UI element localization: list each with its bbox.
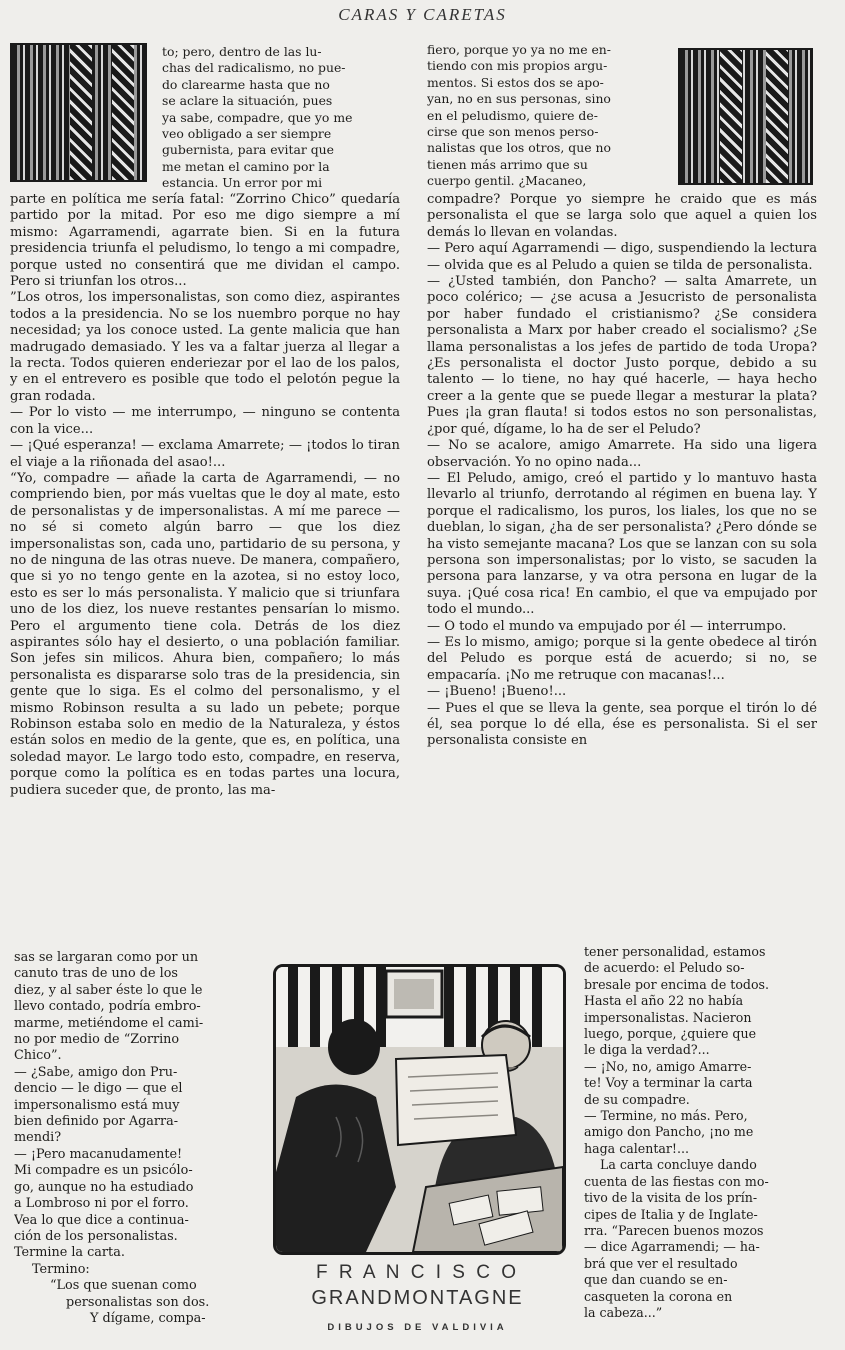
- decorative-pattern-left: [10, 43, 147, 182]
- column-1-wrap-line: no por medio de “Zorrino: [14, 1032, 180, 1048]
- column-2-wrap-line: rra. “Parecen buenos mozos: [584, 1222, 764, 1238]
- column-1-wrap-line: estancia. Un error por mi: [162, 175, 323, 191]
- paragraph: — No se acalore, amigo Amarrete. Ha sido una ligera observación. Yo no opino nada...: [427, 438, 817, 470]
- column-2-wrap-line: yan, no en sus personas, sino: [427, 91, 611, 107]
- author-first-name: F R A N C I S C O: [315, 1262, 520, 1283]
- column-2-bottom-wrap: [584, 944, 820, 1344]
- column-2-wrap-line: en el peludismo, quiere de-: [427, 107, 598, 123]
- illustration-credit: DIBUJOS DE VALDIVIA: [327, 1322, 508, 1333]
- column-2-wrap-line: la cabeza...”: [584, 1304, 663, 1320]
- column-2-wrap-line: — Termine, no más. Pero,: [584, 1108, 748, 1124]
- column-1-wrap-line: personalistas son dos.: [66, 1294, 210, 1310]
- column-1-wrap-line: do clarearme hasta que no: [162, 76, 330, 92]
- column-1-wrap-line: Termino:: [32, 1261, 90, 1277]
- column-1-wrap-line: dencio — le digo — que el: [14, 1081, 183, 1097]
- column-1-wrap-line: llevo contado, podría embro-: [14, 999, 201, 1015]
- column-1-wrap-line: ya sabe, compadre, que yo me: [162, 109, 353, 125]
- column-1-bottom-wrap: [14, 950, 262, 1345]
- column-1-wrap-line: — ¡Pero macanudamente!: [14, 1146, 183, 1162]
- column-2-wrap-line: de acuerdo: el Peludo so-: [584, 960, 745, 976]
- column-2-wrap-line: cipes de Italia y de Inglate-: [584, 1206, 758, 1222]
- column-2-wrap-line: le diga la verdad?...: [584, 1042, 710, 1058]
- paragraph: — Es lo mismo, amigo; porque si la gente obedece al tirón del Peludo es porque está de acuerdo; si no, se empacaría. ¡No me retruque con macanas!...: [427, 634, 817, 683]
- magazine-header: CARAS Y CARETAS: [338, 5, 507, 24]
- paragraph: — ¡Bueno! ¡Bueno!...: [427, 684, 567, 700]
- column-1-wrap-line: Mi compadre es un psicólo-: [14, 1163, 193, 1179]
- paragraph: — Pues el que se lleva la gente, sea porque el tirón lo dé él, sea porque lo dé ella, ése es personalista. Si el ser personalista consiste en: [427, 700, 817, 749]
- column-1-wrap-line: Termine la carta.: [14, 1245, 125, 1261]
- column-1-wrap-line: veo obligado a ser siempre: [162, 126, 332, 142]
- column-2-wrap-line: cirse que son menos perso-: [427, 124, 599, 140]
- paragraph: — ¡Qué esperanza! — exclama Amarrete; — ¡todos lo tiran el viaje a la riñonada del asao!...: [10, 438, 400, 470]
- column-2-wrap-line: tiendo con mis propios argu-: [427, 58, 608, 74]
- column-2-wrap-line: cuenta de las fiestas con mo-: [584, 1173, 769, 1189]
- column-2-wrap-line: luego, porque, ¿quiere que: [584, 1026, 757, 1042]
- column-1-wrap-line: me metan el camino por la: [162, 158, 330, 174]
- column-1-wrap-line: a Lombroso ni por el forro.: [14, 1196, 189, 1212]
- column-2-wrap-line: amigo don Pancho, ¡no me: [584, 1124, 754, 1140]
- column-2-wrap-line: mentos. Si estos dos se apo-: [427, 74, 604, 90]
- column-1-wrap-line: chas del radicalismo, no pue-: [162, 60, 346, 76]
- decorative-pattern-right: [678, 48, 813, 185]
- column-1-wrap-line: impersonalismo está muy: [14, 1097, 180, 1113]
- column-1-wrap-line: “Los que suenan como: [50, 1278, 197, 1294]
- paragraph: — Pero aquí Agarramendi — digo, suspendiendo la lectura — olvida que es al Peludo a quien se tilda de personalista.: [427, 241, 817, 273]
- column-1-wrap-line: bien definido por Agarra-: [14, 1114, 179, 1130]
- column-1-wrap-line: go, aunque no ha estudiado: [14, 1179, 194, 1195]
- column-1-body: [10, 192, 400, 948]
- column-2-wrap-line: impersonalistas. Nacieron: [584, 1009, 752, 1025]
- paragraph: “Yo, compadre — añade la carta de Agarramendi, — no compriendo bien, por más vueltas que le doy al mate, esto de personalistas y de impersonalistas. A mí me parece — no sé si cometo algún barro — que los diez impersonalistas son, cada uno, partidario de su persona, y no de ninguna de las otras nueve. De manera, compañero, que si yo no tengo gente en la azotea, si no estoy loco, esto es ser lo más personalista. Y malicio que si triunfara uno de los diez, los nueve restantes pensarían lo mismo. Pero el argumento tiene cola. Detrás de los diez aspirantes sólo hay el desierto, o una población familiar. Son jefes sin milicos. Ahura bien, compañero; lo más personalista es dispararse solo tras de la presidencia, sin gente que lo siga. Es el colmo del personalismo, y el mismo Robinson resulta a su lado un pebete; porque Robinson estaba solo en medio de la Naturaleza, y éstos están solos en medio de la gente, que es, en política, una soledad mayor. Le largo todo esto, compadre, en reserva, porque como la política es en todas partes una locura, pudiera suceder que, de pronto, las ma-: [10, 470, 400, 798]
- column-2-wrap-line: cuerpo gentil. ¿Macaneo,: [427, 173, 587, 189]
- column-1-wrap-line: marme, metiéndome el cami-: [14, 1015, 204, 1031]
- column-2-wrap-line: nalistas que los otros, que no: [427, 140, 611, 156]
- illustration: [273, 964, 566, 1255]
- column-1-wrap-line: Vea lo que dice a continua-: [14, 1212, 189, 1228]
- column-2-wrap-line: te! Voy a terminar la carta: [584, 1075, 753, 1091]
- column-2-wrap-line: casqueten la corona en: [584, 1288, 733, 1304]
- column-2-wrap-line: brá que ver el resultado: [584, 1255, 738, 1271]
- column-2-wrap-line: tivo de la visita de los prín-: [584, 1190, 758, 1206]
- paragraph: — Por lo visto — me interrumpo, — ninguno se contenta con la vice...: [10, 405, 400, 437]
- column-1-wrap-line: Chico”.: [14, 1048, 62, 1064]
- column-1-wrap-line: Y dígame, compa-: [90, 1310, 206, 1326]
- column-2-wrap-line: fiero, porque yo ya no me en-: [427, 42, 611, 57]
- paragraph: ”Los otros, los impersonalistas, son como diez, aspirantes todos a la presidencia. No se los nuembro porque no hay necesidad; ya los conoce usted. La gente malicia que han madrugado demasiado. Y les va a faltar juerza al llegar a la recta. Todos quieren enderiezar por el lao de los palos, y en el entrevero es posible que todo el pelotón pegue la gran rodada.: [10, 290, 400, 404]
- paragraph: compadre? Porque yo siempre he craido que es más personalista el que se larga solo que aquel a quien los demás lo llevan en volandas.: [427, 192, 817, 240]
- column-2-wrap-line: bresale por encima de todos.: [584, 976, 770, 992]
- paragraph: — ¿Usted también, don Pancho? — salta Amarrete, un poco colérico; — ¿se acusa a Jesucristo de personalista por haber fundado el cristianismo? ¿Se considera personalista a Marx por haber creado el socialismo? ¿Se llama personalistas a los jefes de partido de toda Uropa? ¿Es personalista el doctor Justo porque, debido a su talento — lo tiene, no hay qué hacerle, — haya hecho creer a la gente que se puede llegar a mesturar la plata? Pues ¡la gran flauta! si todos estos no son personalistas, ¿por qué, dígame, lo ha de ser el Peludo?: [427, 274, 817, 437]
- paragraph: — El Peludo, amigo, creó el partido y lo mantuvo hasta llevarlo al triunfo, derrotando al régimen en buena lay. Y porque el radicalismo, los puros, los liales, los que no se dueblan, lo sigan, ¿ha de ser personalista? ¿Pero dónde se ha visto semejante macana? Los que se lanzan con su sola persona son impersonalistas; por lo visto, se sacuden la persona para lanzarse, y va otra persona en lugar de la suya. ¡Qué cosa rica! En cambio, el que va empujado por todo el mundo...: [427, 470, 817, 618]
- paragraph: — O todo el mundo va empujado por él — interrumpo.: [427, 618, 787, 634]
- column-1-wrap-line: gubernista, para evitar que: [162, 142, 334, 158]
- column-2-wrap-line: — dice Agarramendi; — ha-: [584, 1239, 760, 1255]
- column-1-wrap-line: sas se largaran como por un: [14, 950, 199, 965]
- column-1-wrap-line: — ¿Sabe, amigo don Pru-: [14, 1064, 178, 1080]
- column-2-wrap-line: Hasta el año 22 no había: [584, 993, 744, 1009]
- column-1-wrap-line: ción de los personalistas.: [14, 1228, 178, 1244]
- column-2-wrap-line: que dan cuando se en-: [584, 1272, 728, 1288]
- column-1-wrap-line: canuto tras de uno de los: [14, 966, 179, 982]
- column-1-wrap-line: mendi?: [14, 1130, 62, 1146]
- column-2-top-wrap: [427, 42, 667, 192]
- author-last-name: GRANDMONTAGNE: [311, 1287, 524, 1309]
- column-2-wrap-line: de su compadre.: [584, 1091, 690, 1107]
- column-1-top-wrap: [162, 44, 398, 192]
- column-2-wrap-line: haga calentar!...: [584, 1140, 690, 1156]
- column-2-wrap-line: La carta concluye dando: [600, 1157, 757, 1173]
- column-2-wrap-line: — ¡No, no, amigo Amarre-: [584, 1058, 752, 1074]
- column-1-wrap-line: diez, y al saber éste lo que le: [14, 982, 203, 998]
- column-1-wrap-line: to; pero, dentro de las lu-: [162, 44, 322, 59]
- column-2-wrap-line: tienen más arrimo que su: [427, 156, 588, 172]
- column-2-body: [427, 192, 817, 942]
- paragraph: parte en política me sería fatal: “Zorrino Chico” quedaría partido por la mitad. Por eso me digo siempre a mí mismo: Agarramendi, agarrate bien. Si en la futura presidencia triunfa el peludismo, lo tengo a mi compadre, porque usted no consentirá que me dividan el campo. Pero si triunfan los otros...: [10, 192, 400, 290]
- column-1-wrap-line: se aclare la situación, pues: [162, 93, 333, 109]
- column-2-wrap-line: tener personalidad, estamos: [584, 944, 766, 959]
